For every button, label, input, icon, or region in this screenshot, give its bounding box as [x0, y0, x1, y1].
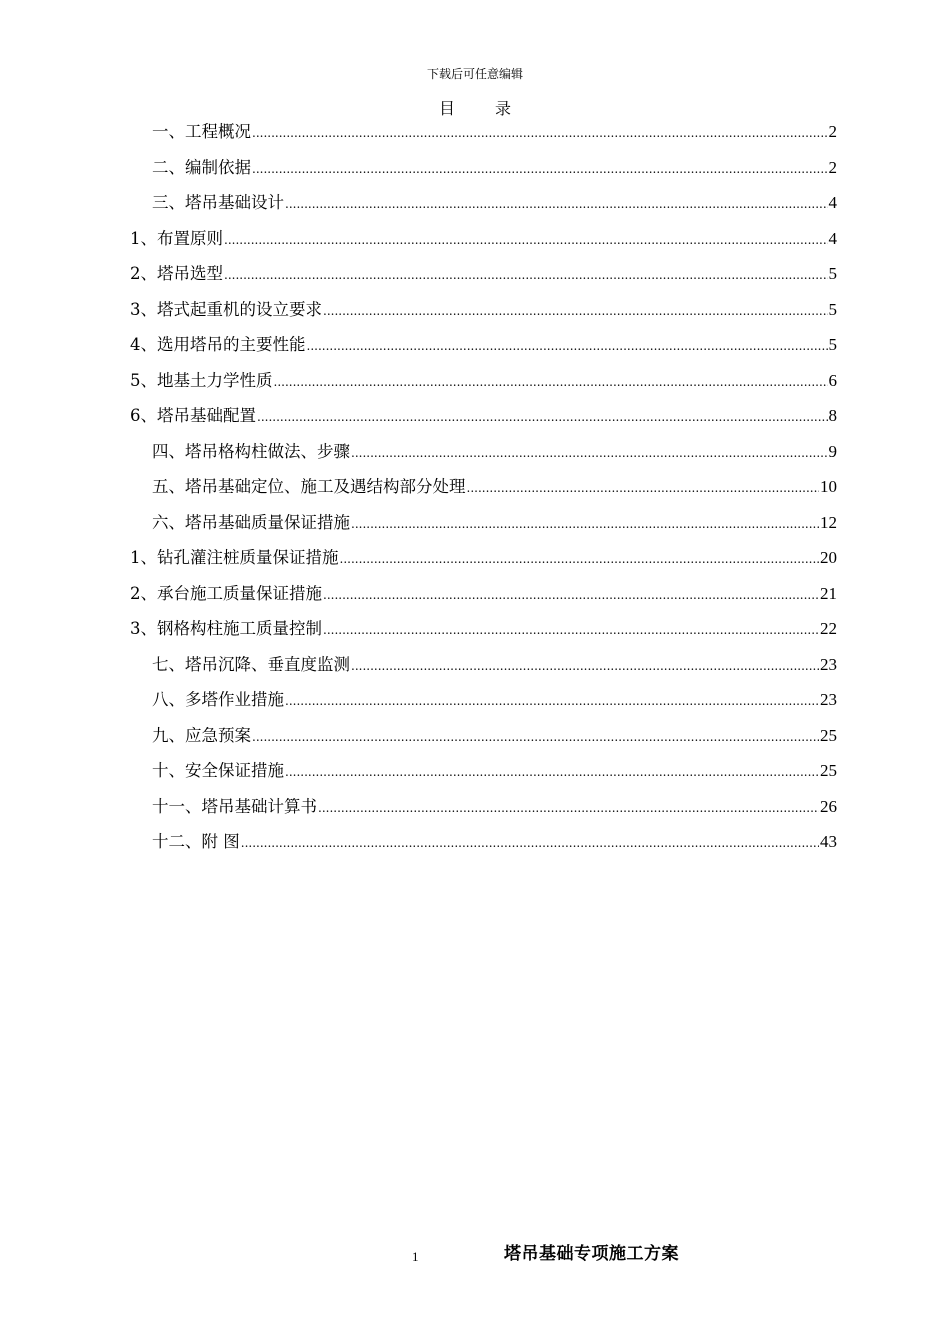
toc-leader-dots	[323, 578, 819, 614]
toc-entry[interactable]	[130, 576, 837, 612]
toc-leader-dots	[351, 507, 819, 543]
toc-entry-label: 九、应急预案	[152, 725, 251, 745]
toc-leader-dots	[285, 684, 819, 720]
toc-entry[interactable]	[130, 469, 837, 505]
toc-entry[interactable]	[130, 114, 837, 150]
toc-entry-page: 5	[828, 299, 837, 319]
toc-leader-dots	[252, 152, 828, 188]
toc-leader-dots	[340, 542, 820, 578]
toc-leader-dots	[252, 720, 819, 756]
toc-entry-label: 六、塔吊基础质量保证措施	[152, 512, 350, 532]
toc-entry[interactable]	[130, 185, 837, 221]
toc-leader-dots	[323, 613, 819, 649]
toc-entry[interactable]	[130, 363, 837, 399]
toc-entry-label: 2、承台施工质量保证措施	[130, 583, 322, 603]
toc-entry-page: 10	[820, 477, 837, 496]
toc-entry-label: 一、工程概况	[152, 122, 251, 141]
toc-entry[interactable]	[130, 292, 837, 328]
toc-entry[interactable]	[130, 540, 837, 576]
toc-entry[interactable]	[130, 256, 837, 292]
toc-entry-page: 43	[820, 832, 837, 851]
toc-leader-dots	[467, 471, 820, 507]
toc-entry[interactable]	[130, 434, 837, 470]
toc-leader-dots	[323, 294, 828, 330]
toc-entry-page: 12	[820, 512, 837, 532]
toc-entry-label: 6、塔吊基础配置	[130, 406, 256, 425]
toc-entry-page: 26	[820, 796, 837, 816]
toc-entry-page: 8	[828, 406, 837, 425]
toc-entry-label: 十二、附 图	[152, 832, 240, 851]
toc-entry-label: 七、塔吊沉降、垂直度监测	[152, 654, 350, 674]
toc-entry-label: 二、编制依据	[152, 157, 251, 177]
toc-entry[interactable]	[130, 611, 837, 647]
toc-leader-dots	[252, 116, 828, 152]
download-note: 下载后可任意编辑	[426, 67, 523, 81]
toc-entry-page: 23	[820, 654, 837, 674]
toc-entry-label: 1、钻孔灌注桩质量保证措施	[130, 548, 339, 567]
toc-entry-label: 四、塔吊格构柱做法、步骤	[152, 441, 350, 461]
footer-page-number: 1	[412, 1249, 419, 1264]
toc-entry-page: 4	[828, 193, 837, 212]
toc-entry[interactable]	[130, 789, 837, 825]
toc-entry-page: 9	[828, 441, 837, 461]
toc-entry-page: 20	[820, 548, 837, 567]
toc-entry[interactable]	[130, 221, 837, 257]
toc-leader-dots	[351, 436, 828, 472]
toc-entry-page: 6	[828, 370, 837, 390]
toc-entry-page: 22	[820, 619, 837, 638]
toc-entry-label: 三、塔吊基础设计	[152, 193, 284, 212]
toc-entry[interactable]	[130, 398, 837, 434]
toc-entry-page: 21	[820, 583, 837, 603]
toc-leader-dots	[224, 223, 828, 259]
toc-entry-page: 4	[828, 228, 837, 248]
toc-entry-label: 八、多塔作业措施	[152, 690, 284, 709]
toc-entry-label: 4、选用塔吊的主要性能	[130, 335, 306, 354]
toc-entry-label: 五、塔吊基础定位、施工及遇结构部分处理	[152, 477, 466, 496]
toc-leader-dots	[257, 400, 828, 436]
toc-entry-page: 25	[820, 725, 837, 745]
toc-title-part2: 录	[495, 99, 512, 118]
toc-leader-dots	[241, 826, 819, 862]
toc-entry[interactable]	[130, 505, 837, 541]
toc-entry-label: 十、安全保证措施	[152, 761, 284, 780]
toc-entry[interactable]	[130, 682, 837, 718]
toc-entry-page: 2	[828, 122, 837, 141]
footer-document-title: 塔吊基础专项施工方案	[504, 1244, 679, 1264]
toc-entry-page: 25	[820, 761, 837, 780]
toc-entry[interactable]	[130, 647, 837, 683]
toc-entry-label: 3、钢格构柱施工质量控制	[130, 619, 322, 638]
toc-leader-dots	[285, 187, 828, 223]
toc-leader-dots	[224, 258, 828, 294]
toc-entry-label: 2、塔吊选型	[130, 264, 223, 283]
toc-leader-dots	[351, 649, 819, 685]
toc-leader-dots	[307, 329, 828, 365]
toc-entry[interactable]	[130, 824, 837, 860]
toc-entry-page: 5	[828, 264, 837, 283]
toc-leader-dots	[285, 755, 819, 791]
toc-entry-label: 3、塔式起重机的设立要求	[130, 299, 322, 319]
toc-title-part1: 目	[438, 99, 455, 118]
toc-entry-page: 23	[820, 690, 837, 709]
toc-leader-dots	[318, 791, 819, 827]
toc-entry-page: 2	[828, 157, 837, 177]
toc-entry[interactable]	[130, 327, 837, 363]
table-of-contents	[130, 114, 837, 860]
toc-entry-label: 5、地基土力学性质	[130, 370, 273, 390]
toc-entry-page: 5	[828, 335, 837, 354]
toc-entry[interactable]	[130, 150, 837, 186]
toc-leader-dots	[274, 365, 828, 401]
toc-entry-label: 1、布置原则	[130, 228, 223, 248]
toc-entry-label: 十一、塔吊基础计算书	[152, 796, 317, 816]
toc-entry[interactable]	[130, 718, 837, 754]
toc-entry[interactable]	[130, 753, 837, 789]
